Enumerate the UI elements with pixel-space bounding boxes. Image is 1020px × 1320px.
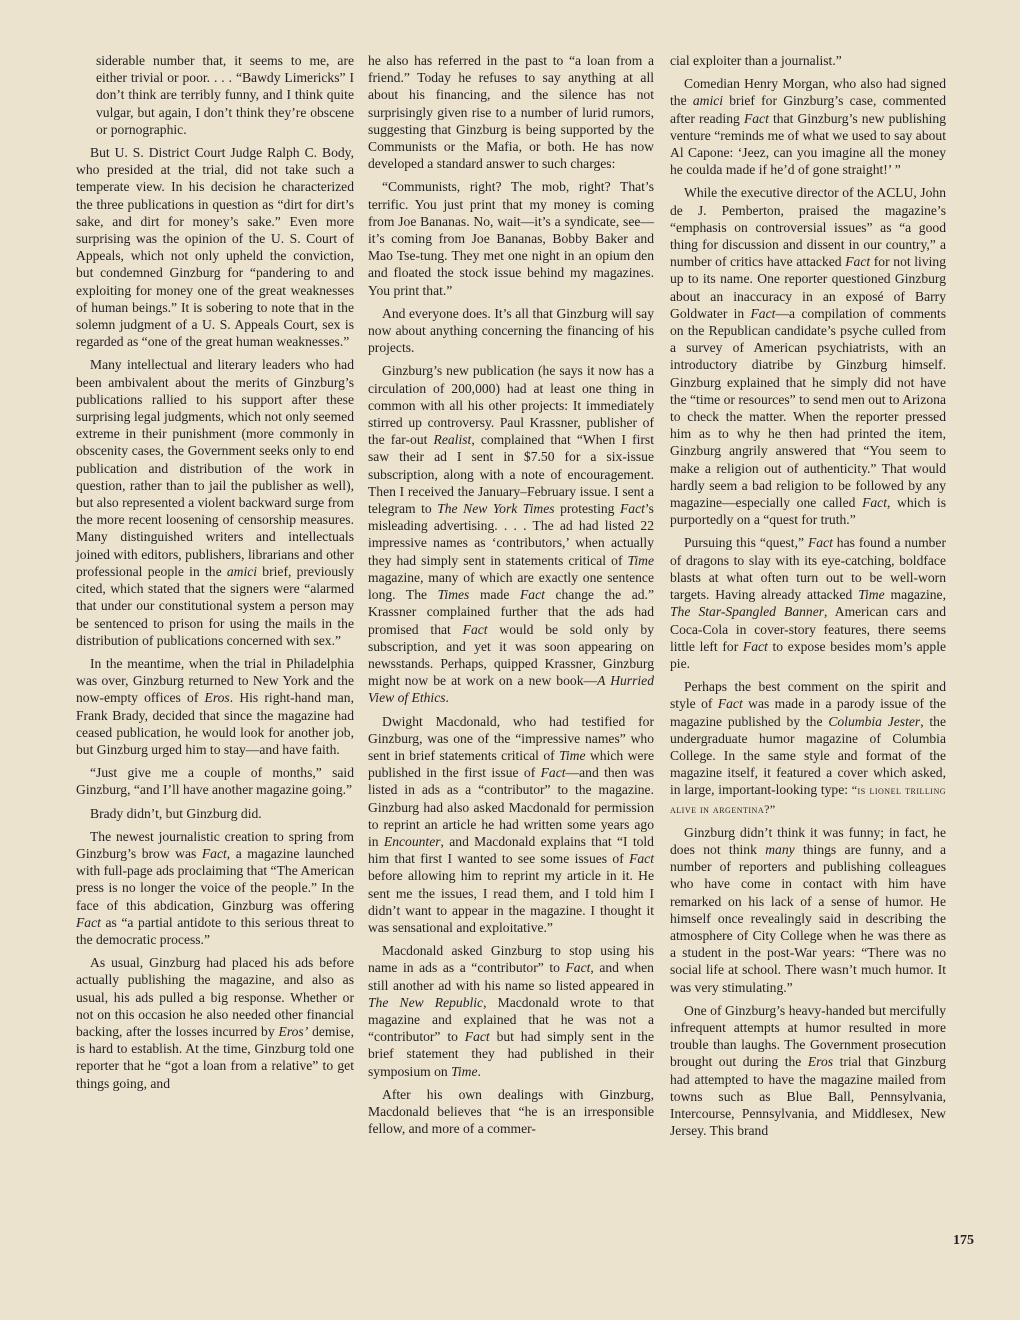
paragraph: Ginzburg didn’t think it was funny; in fact, he does not think many things are funny, and a number of reporters and publishing colleagues who have come in contact with him have remarked on his lack of a sense of humor. He himself once revealingly said in describing the atmosphere of City College when he was there as a student in the post-War years: “There was no social life at school. There wasn’t much humor. It was very stimulating.” <box>670 824 946 995</box>
paragraph: cial exploiter than a journalist.” <box>670 53 842 68</box>
paragraph: While the executive director of the ACLU, John de J. Pemberton, praised the magazine’s “emphasis on controversial issues” as “a good thing for discussion and dissent in our country,” a number of critics have attacked Fact for not living up to its name. One reporter questioned Ginzburg about an inaccuracy in an exposé of Barry Goldwater in Fact—a compilation of comments on the Republican candidate’s psyche culled from a survey of American psychiatrists, with an introductory diatribe by Ginzburg himself. Ginzburg explained that he simply did not have the “time or resources” to send men out to Arizona to check the matter. When the reporter pressed him as to why he then had printed the item, Ginzburg angrily answered that “You seem to make a religion out of authenticity.” That would hardly seem a bad religion to be followed by any magazine—especially one called Fact, which is purportedly on a “quest for truth.” <box>670 185 947 528</box>
paragraph: “Just give me a couple of months,” said Ginzburg, “and I’ll have another magazine going.” <box>76 765 354 798</box>
text-column-2 <box>368 52 654 1143</box>
paragraph: siderable number that, it seems to me, are either trivial or poor. . . . “Bawdy Limericks” I don’t think are terribly funny, and I think quite vulgar, but again, I don’t think they’re obscene or pornographic. <box>96 53 354 137</box>
paragraph: One of Ginzburg’s heavy-handed but mercifully infrequent attempts at humor resulted in more trouble than laughs. The Government prosecution brought out during the Eros trial that Ginzburg had attempted to have the magazine mailed from towns such as Blue Ball, Pennsylvania, Intercourse, Pennsylvania, and Middlesex, New Jersey. This brand <box>670 1002 946 1139</box>
paragraph: In the meantime, when the trial in Philadelphia was over, Ginzburg returned to New York and the now-empty offices of Eros. His right-hand man, Frank Brady, decided that since the magazine had ceased publication, he would look for another job, but Ginzburg urged him to stay—and have faith. <box>76 655 354 757</box>
paragraph: Dwight Macdonald, who had testified for Ginzburg, was one of the “impressive names” who sent in brief statements critical of Time which were published in the first issue of Fact—and then was listed in ads as a “contributor” to the magazine. Ginzburg had also asked Macdonald for permission to reprint an article he had written some years ago in Encounter, and Macdonald explains that “I told him that first I wanted to see some issues of Fact before allowing him to reprint my article in it. He sent me the issues, I read them, and I told him I didn’t want to appear in the magazine. I thought it was sensational and exploitative.” <box>368 713 654 935</box>
paragraph: Comedian Henry Morgan, who also had signed the amici brief for Ginzburg’s case, commented after reading Fact that Ginzburg’s new publishing venture “reminds me of what we used to say about Al Capone: ‘Jeez, can you imagine all the money he coulda made if he’d of gone straight!’ ” <box>670 76 946 178</box>
paragraph: The newest journalistic creation to spring from Ginzburg’s brow was Fact, a magazine launched with full-page ads proclaiming that “The American press is no longer the voice of the people.” In the face of this abdication, Ginzburg was offering Fact as “a partial antidote to this serious threat to the democratic process.” <box>76 828 354 947</box>
paragraph: As usual, Ginzburg had placed his ads before actually publishing the magazine, and also as usual, his ads pulled a big response. Whether or not on this occasion he also needed other financial backing, after the losses incurred by Eros’ demise, is hard to establish. At the time, Ginzburg told one reporter that he “got a loan from a relative” to get things going, and <box>76 955 354 1091</box>
paragraph: Pursuing this “quest,” Fact has found a number of dragons to slay with its eye-catching, boldface blasts at what often turn out to be well-worn targets. Having already attacked Time magazine, The Star-Spangled Banner, American cars and Coca-Cola in cover-story features, there seems little left for Fact to expose besides mom’s apple pie. <box>670 535 947 671</box>
paragraph: But U. S. District Court Judge Ralph C. Body, who presided at the trial, did not take such a temperate view. In his decision he characterized the three publications in question as “dirt for dirt’s sake, and dirt for money’s sake.” Even more surprising was the opinion of the U. S. Court of Appeals, which not only upheld the conviction, but condemned Ginzburg for “pandering to and exploiting for money one of the great weaknesses of human beings.” It is sobering to note that in the solemn judgment of a U. S. Appeals Court, sex is regarded as “one of the great human weaknesses.” <box>76 145 354 350</box>
paragraph: Many intellectual and literary leaders who had been ambivalent about the merits of Ginzburg’s publications rallied to his support after these surprising legal judgments, which not only seemed extreme in their punishment (more commonly in obscenity cases, the Government seeks only to end publication and distribution of the work in question, rather than to jail the publisher as well), but also represented a violent backward surge from the more recent loosening of censorship measures. Many distinguished writers and intellectuals joined with editors, publishers, librarians and other professional people in the amici brief, previously cited, which stated that the signers were “alarmed that under our constitutional system a person may be sentenced to prison for using the mails in the distribution of publications concerned with sex.” <box>76 357 355 648</box>
page-number: 175 <box>953 1233 974 1248</box>
paragraph: Perhaps the best comment on the spirit and style of Fact was made in a parody issue of the magazine published by the Columbia Jester, the undergraduate humor magazine of Columbia College. In the same style and format of the magazine itself, it featured a cover which asked, in large, important-looking type: “is lionel trilling alive in argentina?” <box>670 679 946 816</box>
paragraph: “Communists, right? The mob, right? That’s terrific. You just print that my money is coming from Joe Bananas. No, wait—it’s a syndicate, see—it’s coming from Joe Bananas, Bobby Baker and Mao Tse-tung. They met one night in an opium den and floated the stock issue behind my magazines. You print that.” <box>368 179 654 298</box>
text-column-3 <box>670 52 946 1145</box>
paragraph: After his own dealings with Ginzburg, Macdonald believes that “he is an irresponsible fellow, and more of a commer- <box>368 1086 654 1137</box>
paragraph: Ginzburg’s new publication (he says it now has a circulation of 200,000) had at least one thing in common with all his other projects: It immediately stirred up controversy. Paul Krassner, publisher of the far-out Realist, complained that “When I first saw their ad I sent in $7.50 for a six-issue subscription, along with a note of encouragement. Then I received the January–February issue. I sent a telegram to The New York Times protesting Fact’s misleading advertising. . . . The ad had listed 22 impressive names as ‘contributors,’ when actually they had simply sent in statements critical of Time magazine, many of which are exactly one sentence long. The Times made Fact change the ad.” Krassner complained further that the ads had promised that Fact would be sold only by subscription, and yet it was soon appearing on newsstands. Perhaps, quipped Krassner, Ginzburg might now be at work on a new book—A Hurried View of Ethics. <box>368 363 654 706</box>
paragraph: Brady didn’t, but Ginzburg did. <box>90 805 262 821</box>
paragraph: Macdonald asked Ginzburg to stop using his name in ads as a “contributor” to Fact, and when still another ad with his name so listed appeared in The New Republic, Macdonald wrote to that magazine and explained that he was not a “contributor” to Fact but had simply sent in the brief statement they had published in their symposium on Time. <box>368 943 654 1079</box>
text-column-1 <box>76 52 354 1098</box>
paragraph: And everyone does. It’s all that Ginzburg will say now about anything concerning the financing of his projects. <box>368 305 654 356</box>
paragraph: he also has referred in the past to “a loan from a friend.” Today he refuses to say anything at all about his financing, and the silence has not surprisingly given rise to a number of lurid rumors, suggesting that Ginzburg is being supported by the Communists or the Mafia, or both. He has now developed a standard answer to such charges: <box>368 53 654 172</box>
